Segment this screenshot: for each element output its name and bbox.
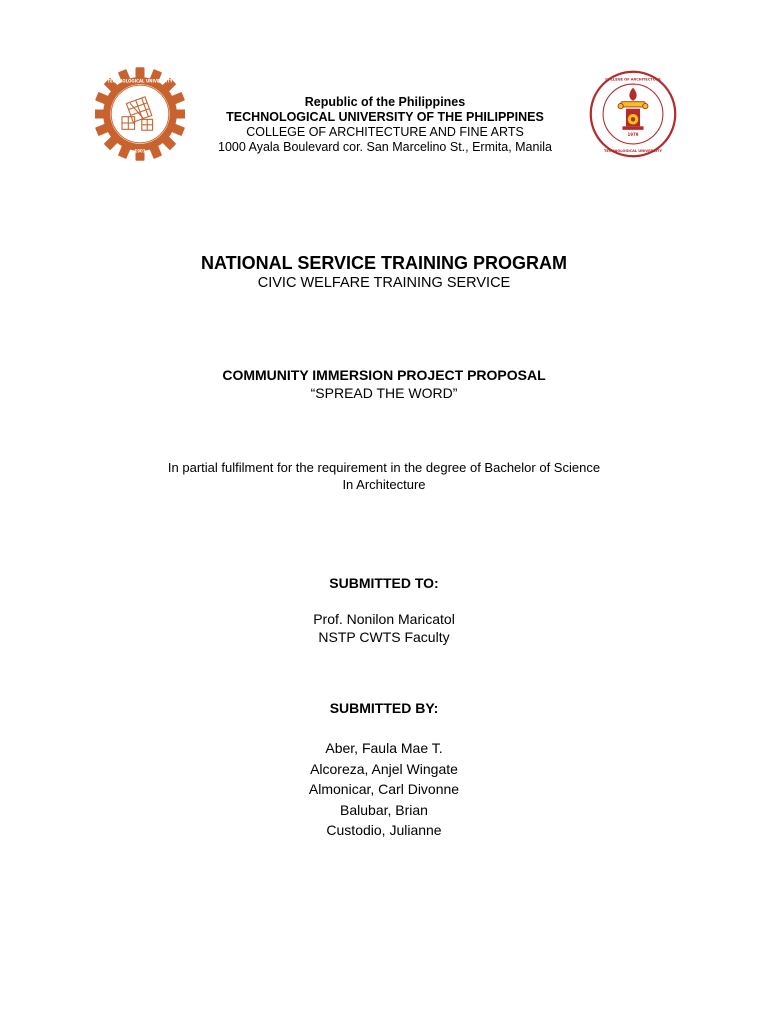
recipient-name: Prof. Nonilon Maricatol [313,611,455,627]
student-name: Balubar, Brian [340,801,428,818]
submitted-to-heading: SUBMITTED TO: [329,575,439,591]
submitted-by-heading: SUBMITTED BY: [329,700,439,716]
svg-text:TECHNOLOGICAL UNIVERSITY: TECHNOLOGICAL UNIVERSITY [603,148,663,153]
university-seal-icon [95,67,185,161]
college-seal-icon [589,70,677,158]
svg-text:TECHNOLOGICAL UNIVERSITY: TECHNOLOGICAL UNIVERSITY [107,78,173,84]
university-address: 1000 Ayala Boulevard cor. San Marcelino St., Ermita, Manila [218,140,552,154]
program-subtitle: CIVIC WELFARE TRAINING SERVICE [257,275,511,291]
student-name: Aber, Faula Mae T. [325,740,443,756]
purpose-line: In Architecture [342,477,426,492]
student-name: Almonicar, Carl Divonne [308,781,460,797]
proposal-subtitle: “SPREAD THE WORD” [310,385,458,401]
svg-text:1901: 1901 [134,148,146,154]
student-name: Custodio, Julianne [326,822,442,838]
svg-text:COLLEGE OF ARCHITECTURE: COLLEGE OF ARCHITECTURE [605,77,661,82]
letterhead [190,95,580,155]
program-title: NATIONAL SERVICE TRAINING PROGRAM [200,253,568,273]
proposal-title: COMMUNITY IMMERSION PROJECT PROPOSAL [222,367,546,383]
republic-line: Republic of the Philippines [304,95,466,109]
svg-text:1979: 1979 [627,132,639,137]
submitted-by-list [0,738,768,841]
university-name: TECHNOLOGICAL UNIVERSITY OF THE PHILIPPINES [226,110,544,124]
college-name: COLLEGE OF ARCHITECTURE AND FINE ARTS [246,125,524,139]
purpose-statement [0,459,768,493]
purpose-line: In partial fulfilment for the requirement in the degree of Bachelor of Science [167,460,601,475]
submitted-to-list [0,610,768,646]
student-name: Alcoreza, Anjel Wingate [310,760,458,777]
recipient-role: NSTP CWTS Faculty [318,629,450,645]
